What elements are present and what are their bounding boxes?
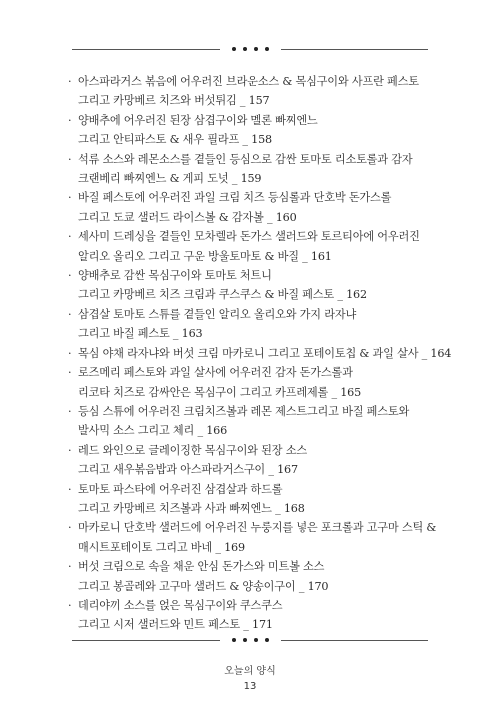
toc-entry-line2: 그리고 카망베르 치즈 크림과 쿠스쿠스 & 바질 페스토 _ 162 (78, 288, 367, 302)
toc-entry-line1: · 삼겹살 토마토 스튜를 곁들인 알리오 올리오와 가지 라자냐 (68, 305, 448, 324)
toc-entry-line2: 그리고 새우볶음밥과 아스파라거스구이 _ 167 (78, 463, 298, 477)
toc-entry-line2: 그리고 카망베르 치즈볼과 사과 빠찌엔느 _ 168 (78, 501, 305, 515)
toc-entry-line1: · 마카로니 단호박 샐러드에 어우러진 누룽지를 넣은 포크롤과 고구마 스틱 & (68, 518, 448, 537)
toc-entry (68, 441, 448, 480)
toc-entry-line1: · 석류 소스와 레몬소스를 곁들인 등심으로 감싼 토마토 리소토롤과 감자 (68, 150, 448, 169)
toc-entry-line1: · 토마토 파스타에 어우러진 삼겹살과 하드롤 (68, 480, 448, 499)
toc-entry (68, 188, 448, 227)
toc-entry-line1: · 버섯 크림으로 속을 채운 안심 돈가스와 미트볼 소스 (68, 557, 448, 576)
toc-entry-line2: 그리고 시저 샐러드와 민트 페스토 _ 171 (78, 618, 273, 632)
toc-entry-line1: · 데리야끼 소스를 얹은 목심구이와 쿠스쿠스 (68, 596, 448, 615)
divider-dots (220, 47, 281, 51)
toc-entry-line1: · 세사미 드레싱을 곁들인 모차렐라 돈가스 샐러드와 토르티아에 어우러진 (68, 227, 448, 246)
toc-entry-line2: 그리고 카망베르 치즈와 버섯튀김 _ 157 (78, 94, 270, 108)
toc-entry-line1: · 아스파라거스 볶음에 어우러진 브라운소스 & 목심구이와 사프란 페스토 (68, 72, 448, 91)
toc-entry-line1: · 바질 페스토에 어우러진 과일 크림 치즈 등심롤과 단호박 돈가스롤 (68, 188, 448, 207)
table-of-contents (68, 72, 452, 635)
top-divider (72, 43, 428, 55)
dot-icon (265, 47, 269, 51)
dot-icon (243, 638, 247, 642)
divider-line-right (281, 49, 429, 50)
book-title: 오늘의 양식 (224, 666, 276, 677)
dot-icon (243, 47, 247, 51)
toc-entry (68, 227, 448, 266)
toc-entry-line1: · 양배추에 어우러진 된장 삼겹구이와 멜론 빠찌엔느 (68, 111, 448, 130)
toc-entry-line1: · 등심 스튜에 어우러진 크림치즈볼과 레몬 제스트그리고 바질 페스토와 (68, 402, 448, 421)
divider-line-left (72, 49, 220, 50)
toc-entry-line2: 알리오 올리오 그리고 구운 방울토마토 & 바질 _ 161 (78, 249, 332, 263)
toc-entry (68, 111, 448, 150)
toc-entry-line2: 그리고 안티파스토 & 새우 필라프 _ 158 (78, 133, 272, 147)
toc-entry-line2: 그리고 바질 페스토 _ 163 (78, 327, 203, 341)
toc-entry (68, 518, 448, 557)
toc-entry (68, 150, 448, 189)
toc-entry (68, 596, 448, 635)
toc-entry-line2: 발사믹 소스 그리고 체리 _ 166 (78, 424, 227, 438)
toc-entry (68, 266, 448, 305)
toc-entry-line1: · 목심 야채 라자냐와 버섯 크림 마카로니 그리고 포테이토칩 & 과일 살사 _ 164 (68, 344, 448, 363)
bottom-divider (72, 634, 428, 646)
toc-entry-line1: · 레드 와인으로 글레이징한 목심구이와 된장 소스 (68, 441, 448, 460)
toc-entry-line2: 그리고 도쿄 샐러드 라이스볼 & 감자볼 _ 160 (78, 210, 297, 224)
dot-icon (232, 638, 236, 642)
toc-entry (68, 344, 452, 363)
toc-entry (68, 402, 448, 441)
toc-entry-line2: 리코타 치즈로 감싸안은 목심구이 그리고 카프레제롤 _ 165 (78, 385, 361, 399)
toc-entry (68, 72, 448, 111)
toc-entry-line2: 매시트포테이토 그리고 바네 _ 169 (78, 540, 245, 554)
toc-entry-line1: · 양배추로 감싼 목심구이와 토마토 처트니 (68, 266, 448, 285)
toc-entry-line2: 그리고 봉골레와 고구마 샐러드 & 양송이구이 _ 170 (78, 579, 329, 593)
dot-icon (254, 47, 258, 51)
page-number: 13 (243, 681, 257, 692)
toc-entry (68, 305, 448, 344)
toc-entry (68, 557, 448, 596)
dot-icon (265, 638, 269, 642)
divider-dots (220, 638, 281, 642)
divider-line-left (72, 640, 220, 641)
toc-entry (68, 480, 448, 519)
toc-entry-line1: · 로즈메리 페스토와 과일 살사에 어우러진 감자 돈가스롤과 (68, 363, 448, 382)
dot-icon (254, 638, 258, 642)
dot-icon (232, 47, 236, 51)
toc-entry-line2: 크랜베리 빠찌엔느 & 게피 도넛 _ 159 (78, 172, 262, 186)
divider-line-right (281, 640, 429, 641)
toc-entry (68, 363, 448, 402)
